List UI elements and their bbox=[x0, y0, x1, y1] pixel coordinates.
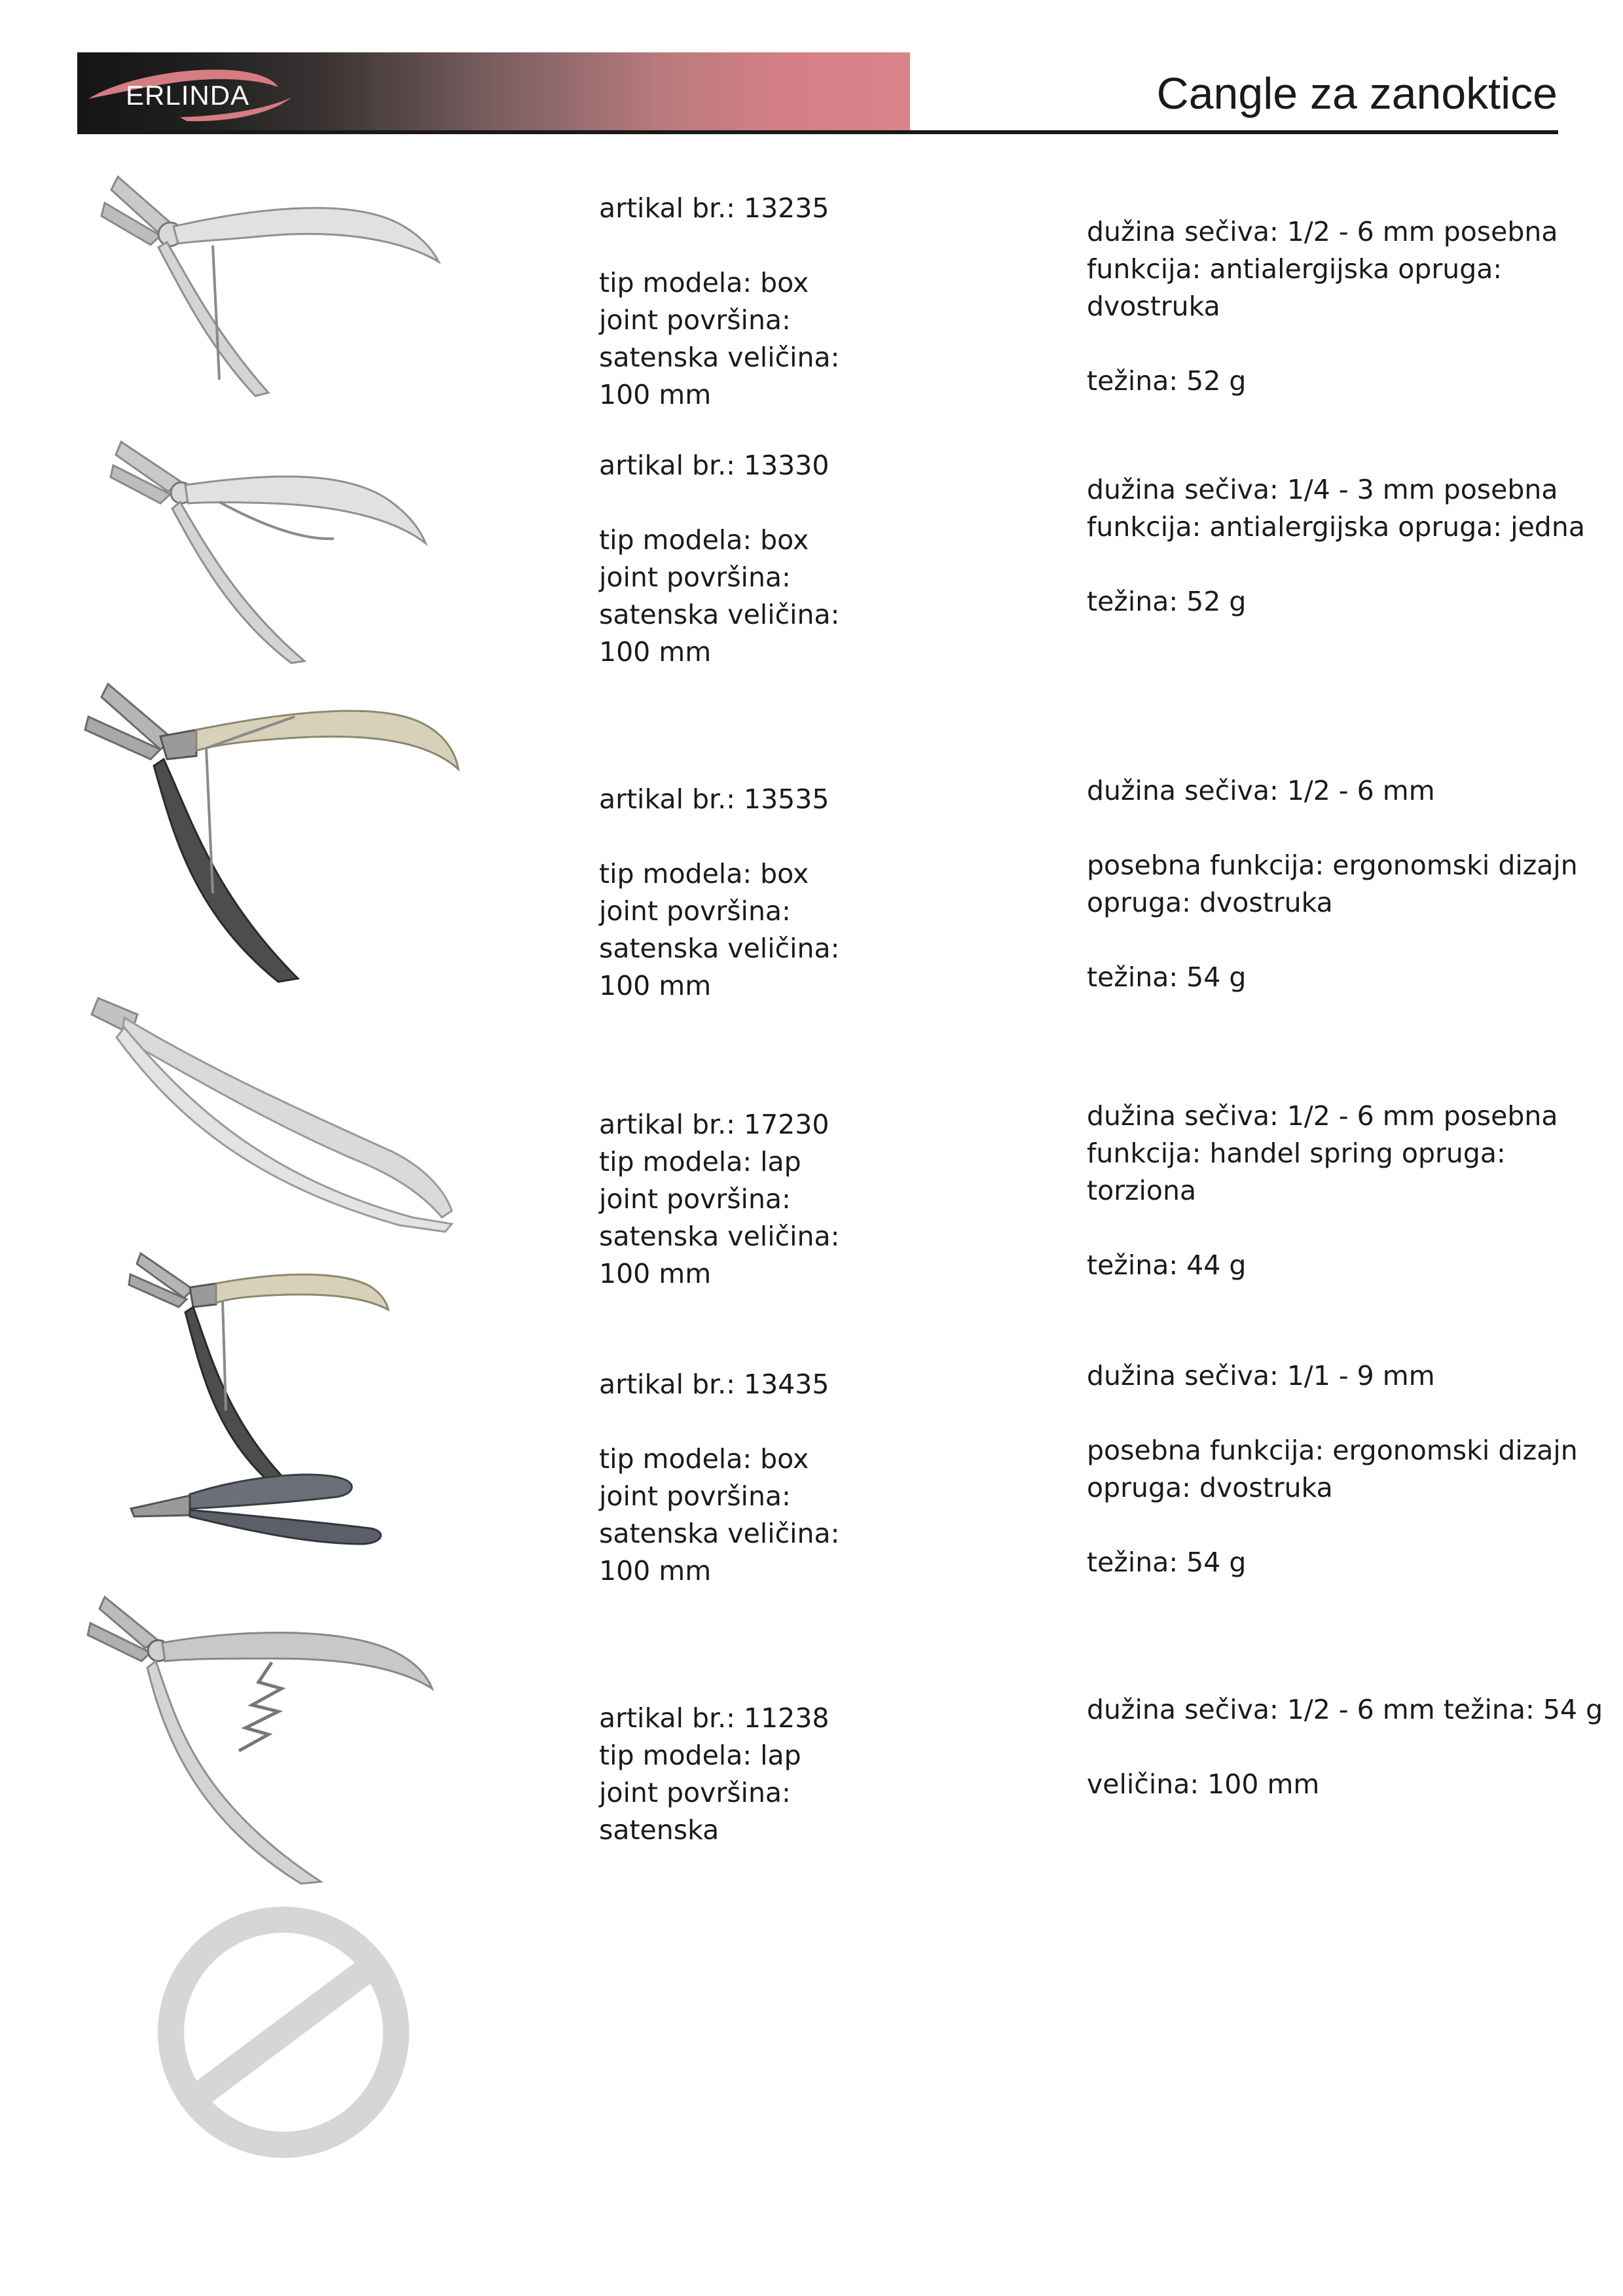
surface-size: satenska veličina: bbox=[599, 1221, 840, 1252]
blade-length-weight: dužina sečiva: 1/2 - 6 mm težina: 54 g bbox=[1087, 1694, 1603, 1725]
blade-length: dužina sečiva: 1/2 - 6 mm bbox=[1087, 775, 1435, 806]
cuticle-nipper-icon bbox=[98, 164, 445, 399]
spring-type: dvostruka bbox=[1087, 291, 1220, 322]
surface-size: satenska veličina: bbox=[599, 342, 840, 373]
article-number: artikal br.: 13330 bbox=[599, 450, 830, 481]
surface-finish: satenska bbox=[599, 1814, 720, 1846]
special-function: posebna funkcija: ergonomski dizajn bbox=[1087, 1435, 1578, 1466]
surface-size: satenska veličina: bbox=[599, 933, 840, 964]
cuticle-nipper-icon bbox=[128, 1247, 390, 1482]
cuticle-nipper-icon bbox=[85, 988, 458, 1237]
joint-surface: joint površina: bbox=[599, 895, 791, 927]
article-number: artikal br.: 13235 bbox=[599, 192, 830, 224]
model-type: tip modela: box bbox=[599, 1443, 809, 1475]
model-type: tip modela: lap bbox=[599, 1740, 801, 1771]
joint-surface: joint površina: bbox=[599, 562, 791, 593]
page-title: Cangle za zanoktice bbox=[1156, 69, 1558, 118]
weight: težina: 54 g bbox=[1087, 961, 1247, 993]
weight: težina: 52 g bbox=[1087, 365, 1247, 397]
model-type: tip modela: box bbox=[599, 267, 809, 298]
article-number: artikal br.: 13535 bbox=[599, 783, 830, 815]
spring-type: torziona bbox=[1087, 1175, 1197, 1206]
cuticle-nipper-icon bbox=[82, 677, 462, 985]
size-value: 100 mm bbox=[599, 379, 712, 410]
special-function: funkcija: handel spring opruga: bbox=[1087, 1138, 1506, 1169]
spring-type: opruga: dvostruka bbox=[1087, 887, 1333, 918]
spring-type: opruga: dvostruka bbox=[1087, 1472, 1333, 1503]
size-value: 100 mm bbox=[599, 636, 712, 668]
header-divider bbox=[77, 130, 1558, 134]
joint-surface: joint površina: bbox=[599, 1183, 791, 1215]
blade-length: dužina sečiva: 1/2 - 6 mm posebna bbox=[1087, 216, 1558, 247]
size-value: 100 mm bbox=[599, 1555, 712, 1587]
article-number: artikal br.: 17230 bbox=[599, 1109, 830, 1140]
model-type: tip modela: lap bbox=[599, 1146, 801, 1177]
weight: težina: 54 g bbox=[1087, 1547, 1247, 1578]
surface-size: satenska veličina: bbox=[599, 599, 840, 630]
cuticle-nipper-icon bbox=[128, 1463, 390, 1548]
weight: težina: 52 g bbox=[1087, 586, 1247, 617]
size-value: 100 mm bbox=[599, 1258, 712, 1289]
cuticle-nipper-icon bbox=[108, 429, 435, 664]
special-function: funkcija: antialergijska opruga: jedna bbox=[1087, 511, 1585, 543]
article-number: artikal br.: 13435 bbox=[599, 1369, 830, 1400]
weight: težina: 44 g bbox=[1087, 1249, 1247, 1281]
joint-surface: joint površina: bbox=[599, 304, 791, 336]
special-function: funkcija: antialergijska opruga: bbox=[1087, 253, 1503, 285]
article-number: artikal br.: 11238 bbox=[599, 1702, 830, 1734]
special-function: posebna funkcija: ergonomski dizajn bbox=[1087, 850, 1578, 881]
size-value: 100 mm bbox=[599, 970, 712, 1001]
joint-surface: joint površina: bbox=[599, 1777, 791, 1808]
blade-length: dužina sečiva: 1/2 - 6 mm posebna bbox=[1087, 1100, 1558, 1132]
no-image-icon bbox=[156, 1905, 411, 2160]
model-type: tip modela: box bbox=[599, 858, 809, 889]
cuticle-nipper-icon bbox=[85, 1590, 439, 1885]
brand-logo: ERLINDA bbox=[126, 80, 250, 111]
joint-surface: joint površina: bbox=[599, 1480, 791, 1512]
blade-length: dužina sečiva: 1/4 - 3 mm posebna bbox=[1087, 474, 1558, 505]
model-type: tip modela: box bbox=[599, 524, 809, 556]
blade-length: dužina sečiva: 1/1 - 9 mm bbox=[1087, 1360, 1435, 1391]
size-value: veličina: 100 mm bbox=[1087, 1768, 1320, 1800]
surface-size: satenska veličina: bbox=[599, 1518, 840, 1549]
